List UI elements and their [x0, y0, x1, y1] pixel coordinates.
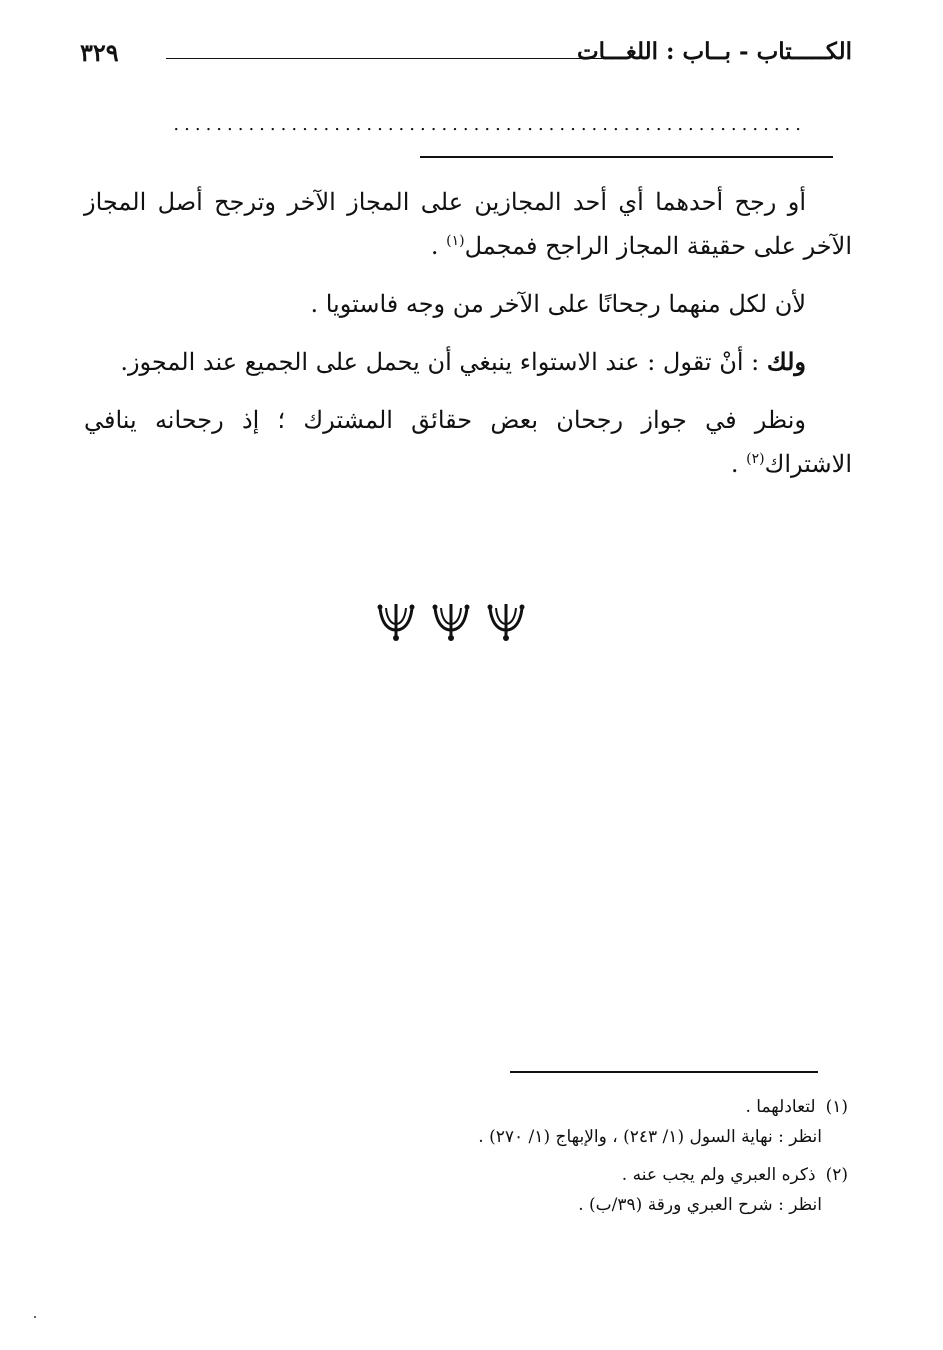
paragraph-1 [84, 180, 852, 268]
header-rule [166, 58, 616, 59]
footnote-1-line-1: لتعادلهما . [745, 1097, 816, 1117]
top-rule [420, 156, 833, 158]
paragraph-4-text: ونظر في جواز رجحان بعض حقائق المشترك ؛ إذ رجحانه ينافي الاشتراك [84, 406, 852, 478]
section-ornament [376, 600, 526, 644]
paragraph-1-text: أو رجح أحدهما أي أحد المجازين على المجاز الآخر وترجح أصل المجاز الآخر على حقيقة المجاز الراجح فمجمل [84, 188, 852, 260]
paragraph-2-text: لأن لكل منهما رجحانًا على الآخر من وجه فاستويا . [310, 290, 806, 318]
footnote-1 [380, 1092, 848, 1152]
running-header [80, 36, 852, 76]
paragraph-4-end: . [730, 450, 747, 478]
footnote-1-number: (١) [825, 1097, 848, 1117]
paragraph-1-end: . [430, 232, 447, 260]
footnote-2-number: (٢) [825, 1165, 848, 1185]
page-number: ٣٢٩ [80, 38, 119, 67]
chapter-title: الكـــــتاب - بــاب : اللغـــات [577, 38, 852, 65]
scan-speck [34, 1316, 36, 1318]
footnote-rule [510, 1071, 818, 1073]
paragraph-3-bold: ولك [766, 347, 806, 376]
footnote-ref-2: (٢) [746, 451, 765, 467]
paragraph-2 [84, 282, 852, 326]
body-text [84, 180, 852, 500]
fleuron-icon [431, 600, 471, 642]
footnote-2 [380, 1160, 848, 1220]
footnote-ref-1: (١) [446, 233, 465, 249]
footnote-2-line-2: انظر : شرح العبري ورقة (٣٩/ب) . [578, 1195, 822, 1215]
dotted-separator: ........................................................... [173, 114, 806, 135]
paragraph-3 [84, 340, 852, 384]
footnotes [380, 1092, 848, 1228]
footnote-1-line-2: انظر : نهاية السول (١/ ٢٤٣) ، والإبهاج (١/ ٢٧٠) . [478, 1127, 822, 1147]
paragraph-4 [84, 398, 852, 486]
paragraph-3-text: : أنْ تقول : عند الاستواء ينبغي أن يحمل على الجميع عند المجوز. [120, 348, 767, 376]
footnote-2-line-1: ذكره العبري ولم يجب عنه . [621, 1165, 816, 1185]
fleuron-icon [486, 600, 526, 642]
fleuron-icon [376, 600, 416, 642]
